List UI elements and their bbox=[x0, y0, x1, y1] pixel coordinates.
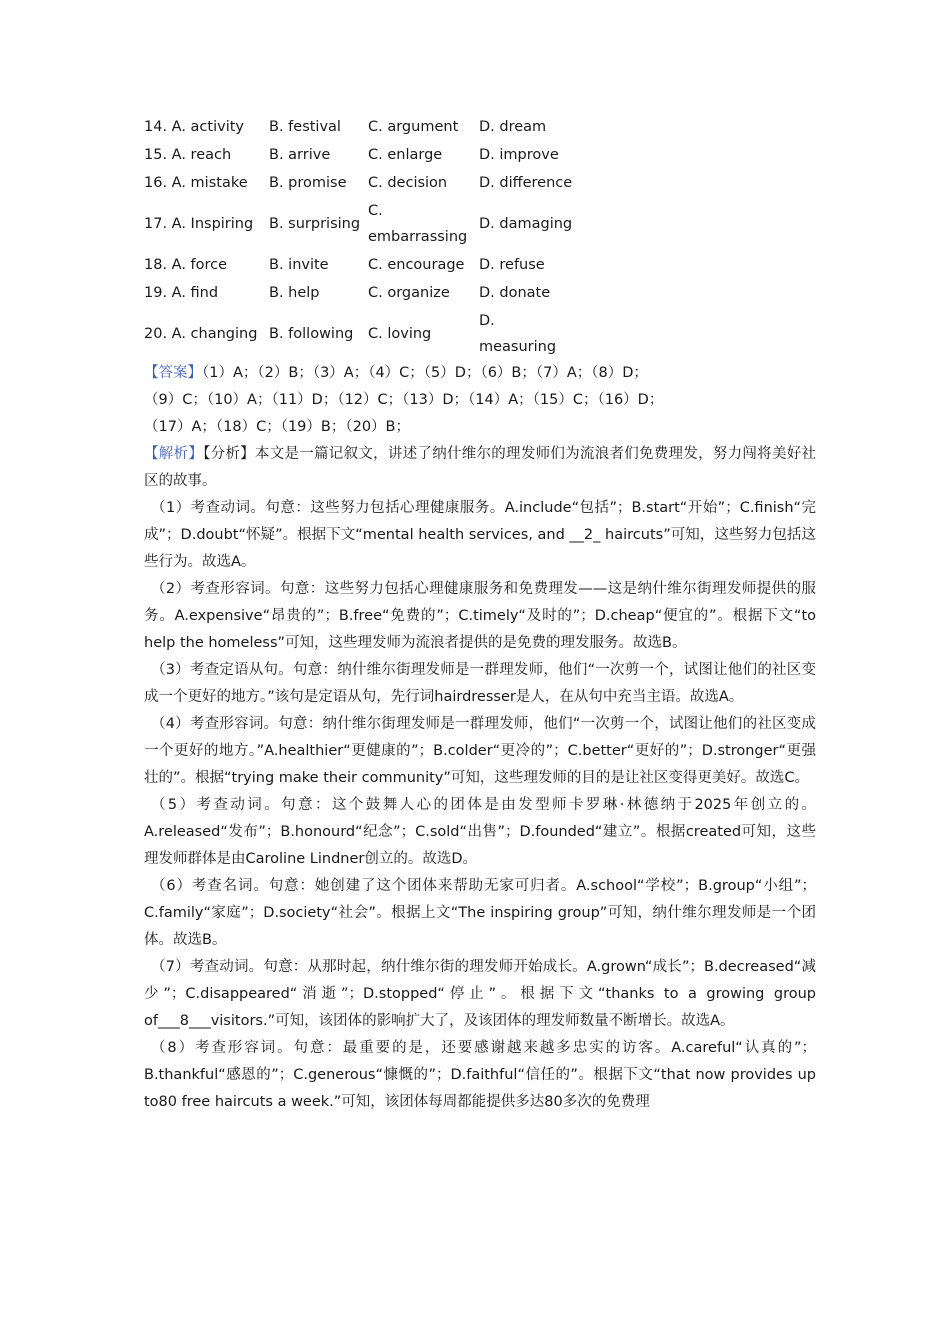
option-c bbox=[368, 196, 479, 250]
option-a: 15. A. reach bbox=[144, 147, 232, 163]
options-row bbox=[144, 140, 579, 168]
option-d: D. damaging bbox=[479, 216, 573, 232]
option-d: D. donate bbox=[479, 285, 551, 301]
options-table bbox=[144, 112, 579, 360]
options-row bbox=[144, 112, 579, 140]
answer-tag: 【答案】 bbox=[144, 365, 202, 381]
option-b: B. help bbox=[269, 285, 320, 301]
option-b: B. promise bbox=[269, 175, 347, 191]
option-c: C. decision bbox=[368, 175, 448, 191]
option-b: B. festival bbox=[269, 119, 341, 135]
option-c: C. organize bbox=[368, 285, 450, 301]
option-a: 16. A. mistake bbox=[144, 175, 248, 191]
answer-line: （9）C；（10）A；（11）D；（12）C；（13）D；（14）A；（15）C；（16）D； bbox=[144, 392, 664, 408]
option-a: 18. A. force bbox=[144, 257, 228, 273]
answer-line bbox=[144, 360, 816, 387]
option-c: C. encourage bbox=[368, 257, 465, 273]
analysis-item: （1）考查动词。句意：这些努力包括心理健康服务。A.include“包括”；B.start“开始”；C.finish“完成”；D.doubt“怀疑”。根据下文“mental health services, and __2_ haircuts”可知，这些努力包括这些行为。故选A。 bbox=[144, 500, 816, 570]
option-a: 19. A. find bbox=[144, 285, 219, 301]
analysis-tag: 【解析】 bbox=[144, 446, 204, 462]
answer-text: （1）A；（2）B；（3）A；（4）C；（5）D；（6）B；（7）A；（8）D； bbox=[202, 365, 648, 381]
analysis-item: （8）考查形容词。句意：最重要的是，还要感谢越来越多忠实的访客。A.careful“认真的”；B.thankful“感恩的”；C.generous“慷慨的”；D.faithful“信任的”。根据下文“that now provides up to80 free haircuts a week.”可知，该团体每周都能提供多达80多次的免费理 bbox=[144, 1040, 816, 1110]
option-c: C. argument bbox=[368, 119, 459, 135]
option-b: B. surprising bbox=[269, 216, 361, 232]
option-c: C. enlarge bbox=[368, 147, 443, 163]
option-d: D. improve bbox=[479, 147, 559, 163]
option-b: B. arrive bbox=[269, 147, 331, 163]
analysis-item: （6）考查名词。句意：她创建了这个团体来帮助无家可归者。A.school“学校”；B.group“小组”；C.family“家庭”；D.society“社会”。根据上文“The inspiring group”可知，纳什维尔理发师是一个团体。故选B。 bbox=[144, 878, 816, 948]
options-row bbox=[144, 278, 579, 306]
option-d-part1: D. bbox=[479, 313, 495, 329]
option-d bbox=[479, 306, 579, 360]
analysis-item: （7）考查动词。句意：从那时起，纳什维尔街的理发师开始成长。A.grown“成长”；B.decreased“减少”；C.disappeared“消逝”；D.stopped“停止”。根据下文“thanks to a growing group of___8___visitors.”可知，该团体的影响扩大了，及该团体的理发师数量不断增长。故选A。 bbox=[144, 959, 816, 1029]
option-d: D. difference bbox=[479, 175, 573, 191]
analysis-item: （5）考查动词。句意：这个鼓舞人心的团体是由发型师卡罗琳·林德纳于2025年创立的。A.released“发布”；B.honourd“纪念”；C.sold“出售”；D.founded“建立”。根据created可知，这些理发师群体是由Caroline Lindner创立的。故选D。 bbox=[144, 797, 816, 867]
document-page bbox=[144, 112, 816, 1116]
option-d-part2: measuring bbox=[479, 339, 557, 355]
analysis-item: （4）考查形容词。句意：纳什维尔街理发师是一群理发师，他们“一次剪一个，试图让他们的社区变成一个更好的地方。”A.healthier“更健康的”；B.colder“更冷的”；C.better“更好的”；D.stronger“更强壮的”。根据“trying make their community”可知，这些理发师的目的是让社区变得更美好。故选C。 bbox=[144, 716, 816, 786]
options-row bbox=[144, 168, 579, 196]
options-row bbox=[144, 306, 579, 360]
option-b: B. following bbox=[269, 326, 354, 342]
option-c-part2: embarrassing bbox=[368, 229, 468, 245]
option-a: 14. A. activity bbox=[144, 119, 244, 135]
option-a: 17. A. Inspiring bbox=[144, 216, 254, 232]
analysis-item: （2）考查形容词。句意：这些努力包括心理健康服务和免费理发——这是纳什维尔街理发师提供的服务。A.expensive“昂贵的”；B.free“免费的”；C.timely“及时的”；D.cheap“便宜的”。根据下文“to help the homeless”可知，这些理发师为流浪者提供的是免费的理发服务。故选B。 bbox=[144, 581, 816, 651]
option-c-part1: C. bbox=[368, 203, 383, 219]
answer-line: （17）A；（18）C；（19）B；（20）B； bbox=[144, 419, 410, 435]
option-c: C. loving bbox=[368, 326, 432, 342]
option-b: B. invite bbox=[269, 257, 329, 273]
option-d: D. refuse bbox=[479, 257, 545, 273]
option-a: 20. A. changing bbox=[144, 326, 258, 342]
analysis-intro bbox=[144, 441, 816, 495]
analysis-intro-text: 【分析】本文是一篇记叙文，讲述了纳什维尔的理发师们为流浪者们免费理发，努力闯将美好社区的故事。 bbox=[144, 446, 817, 489]
option-d: D. dream bbox=[479, 119, 547, 135]
answer-section bbox=[144, 360, 816, 1116]
options-row bbox=[144, 196, 579, 250]
analysis-item: （3）考查定语从句。句意：纳什维尔街理发师是一群理发师，他们“一次剪一个，试图让他们的社区变成一个更好的地方。”该句是定语从句，先行词hairdresser是人，在从句中充当主语。故选A。 bbox=[144, 662, 816, 705]
options-row bbox=[144, 250, 579, 278]
